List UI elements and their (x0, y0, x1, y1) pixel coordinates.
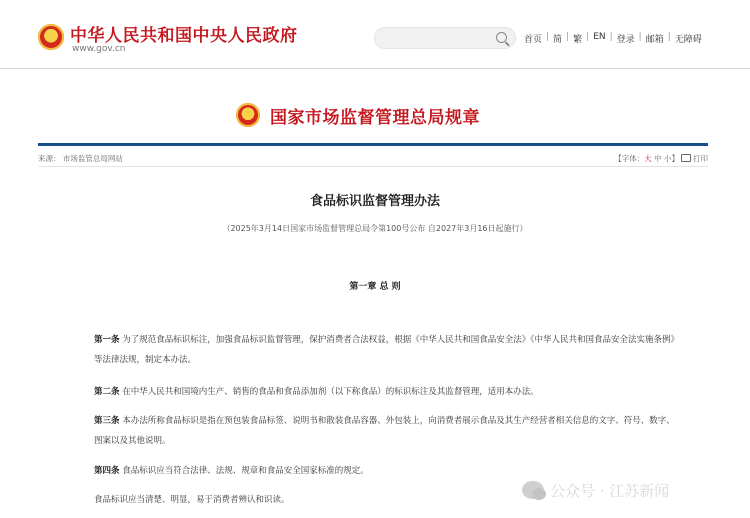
nav-login[interactable]: 登录 (616, 35, 635, 45)
printer-icon[interactable] (681, 154, 691, 162)
article-paragraph (94, 382, 682, 402)
font-medium-button[interactable]: 中 (654, 154, 662, 163)
article-text: 在中华人民共和国境内生产、销售的食品和食品添加剂（以下称食品）的标识标注及其监督管理，适用本办法。 (119, 387, 539, 397)
watermark (522, 477, 669, 503)
article-text: 食品标识应当符合法律、法规、规章和食品安全国家标准的规定。 (119, 466, 369, 476)
national-emblem-icon[interactable] (38, 24, 64, 50)
print-button[interactable]: 打印 (693, 154, 708, 163)
nav-separator: | (667, 32, 671, 42)
nav-accessibility[interactable]: 无障碍 (674, 35, 702, 45)
top-nav (524, 32, 702, 45)
article-text: 本办法所称食品标识是指在预包装食品标签、说明书和散装食品容器、外包装上，向消费者展示食品及其生产经营者相关信息的文字、符号、数字、图案以及其他说明。 (94, 416, 675, 446)
article-paragraph (94, 411, 682, 451)
site-title[interactable]: 中华人民共和国中央人民政府 (70, 26, 298, 46)
nav-separator: | (609, 32, 613, 42)
font-small-button[interactable]: 小 (664, 154, 672, 163)
font-size-label: 【字体： (614, 154, 645, 163)
nav-separator: | (638, 32, 642, 42)
article-text: 为了规范食品标识标注，加强食品标识监督管理，保护消费者合法权益，根据《中华人民共和国食品安全法》《中华人民共和国食品安全法实施条例》等法律法规，制定本办法。 (94, 335, 679, 365)
nav-mailbox[interactable]: 邮箱 (645, 35, 664, 45)
article-tools (614, 153, 708, 164)
nav-separator: | (546, 32, 550, 42)
banner-rule (38, 143, 708, 146)
article-source: 来源： 市场监管总局网站 (38, 154, 123, 163)
article-label: 第三条 (94, 416, 120, 426)
wechat-icon (522, 481, 544, 499)
document-subtitle: （2025年3月14日国家市场监督管理总局令第100号公布 自2027年3月16日起施行） (222, 224, 528, 233)
nav-home[interactable]: 首页 (524, 35, 543, 45)
nav-separator: | (586, 32, 590, 42)
header-divider (0, 68, 750, 69)
section-banner-title: 国家市场监督管理总局规章 (270, 108, 480, 128)
font-large-button[interactable]: 大 (644, 154, 652, 163)
article-paragraph (94, 330, 682, 370)
meta-rule (38, 166, 708, 167)
nav-english[interactable]: EN (593, 32, 606, 42)
search-input[interactable] (374, 27, 516, 49)
national-emblem-icon (236, 103, 260, 127)
article-label: 第一条 (94, 335, 120, 345)
nav-simplified[interactable]: 简 (553, 35, 563, 45)
nav-traditional[interactable]: 繁 (573, 35, 583, 45)
article-text: 食品标识应当清楚、明显，易于消费者辨认和识读。 (94, 495, 290, 505)
watermark-text: 公众号 · 江苏新闻 (550, 481, 670, 500)
font-size-label-close: 】 (671, 154, 679, 163)
search-icon[interactable] (496, 32, 507, 43)
chapter-heading: 第一章 总 则 (349, 282, 401, 292)
article-label: 第四条 (94, 466, 120, 476)
article-label: 第二条 (94, 387, 120, 397)
site-url[interactable]: www.gov.cn (72, 44, 126, 54)
site-header (0, 0, 750, 68)
nav-separator: | (566, 32, 570, 42)
document-title: 食品标识监督管理办法 (309, 194, 440, 209)
